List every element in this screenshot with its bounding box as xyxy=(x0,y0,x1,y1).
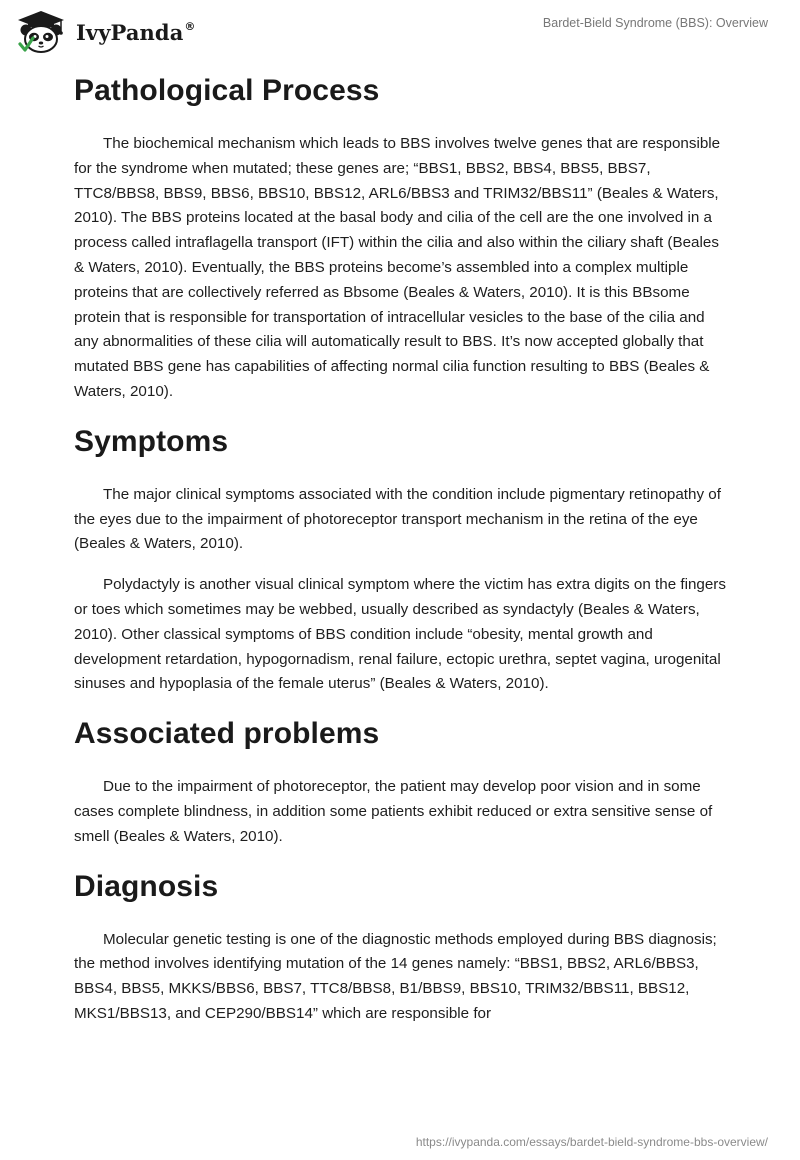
source-url-link[interactable]: https://ivypanda.com/essays/bardet-bield-syndrome-bbs-overview/ xyxy=(415,1135,768,1149)
section-heading: Diagnosis xyxy=(74,869,219,903)
section-symptoms xyxy=(74,417,730,697)
panda-graduate-icon xyxy=(14,8,68,56)
paragraph: Polydactyly is another visual clinical symptom where the victim has extra digits on the fingers or toes which sometimes may be webbed, usually described as syndactyly (Beales & Waters, 2010). Other classical symptoms of BBS condition include “obesity, mental growth and development retardation, hypogornadism, renal failure, ectopic urethra, septet vagina, urogenital sinuses and hypoplasia of the female uterus” (Beales & Waters, 2010). xyxy=(74,576,726,693)
section-diagnosis xyxy=(74,862,730,1027)
section-heading: Symptoms xyxy=(74,424,229,458)
paragraph: The biochemical mechanism which leads to BBS involves twelve genes that are responsible for the syndrome when mutated; these genes are; “BBS1, BBS2, BBS4, BBS5, BBS7, TTC8/BBS8, BBS9, BBS6, BBS10, BBS12, ARL6/BBS3 and TRIM32/BBS11” (Beales & Waters, 2010). The BBS proteins located at the basal body and cilia of the cell are the one involved in a process called intraflagella transport (IFT) within the cilia and also within the ciliary shaft (Beales & Waters, 2010). Eventually, the BBS proteins become’s assembled into a complex multiple proteins that are collectively referred as Bbsome (Beales & Waters, 2010). It is this BBsome protein that is responsible for transportation of intracellular vesicles to the base of the cilia and any abnormalities of these cilia will automatically result to BBS. It’s now accepted globally that mutated BBS gene has capabilities of affecting normal cilia function resulting to BBS (Beales & Waters, 2010). xyxy=(74,135,721,400)
essay-content xyxy=(74,66,730,1027)
document-title: Bardet-Bield Syndrome (BBS): Overview xyxy=(542,16,768,30)
section-heading: Pathological Process xyxy=(74,74,380,107)
brand-name: IvyPanda® xyxy=(76,19,196,45)
paragraph: Due to the impairment of photoreceptor, the patient may develop poor vision and in some cases complete blindness, in addition some patients exhibit reduced or extra sensitive sense of smell (Beales & Waters, 2010). xyxy=(74,778,713,845)
section-associated-problems xyxy=(74,709,730,849)
paragraph: The major clinical symptoms associated with the condition include pigmentary retinopathy of the eyes due to the impairment of photoreceptor transport mechanism in the retina of the eye (Beales & Waters, 2010). xyxy=(74,485,721,553)
section-pathological-process xyxy=(74,66,730,405)
paragraph: Molecular genetic testing is one of the diagnostic methods employed during BBS diagnosis; the method involves identifying mutation of the 14 genes namely: “BBS1, BBS2, ARL6/BBS3, BBS4, BBS5, MKKS/BBS6, BBS7, TTC8/BBS8, B1/BBS9, BBS10, TRIM32/BBS11, BBS12, MKS1/BBS13, and CEP290/BBS14” which are responsible for xyxy=(74,930,717,1022)
page-header xyxy=(0,0,800,70)
section-heading: Associated problems xyxy=(74,717,380,751)
brand-logo[interactable] xyxy=(14,8,196,56)
